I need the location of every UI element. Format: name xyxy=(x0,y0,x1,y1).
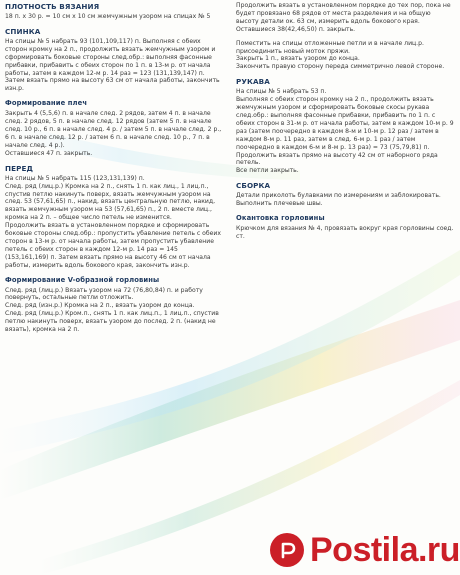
neckband-text: Крючком для вязания № 4, провязать вокруг края горловины соед. ст. xyxy=(236,225,454,240)
shoulders-text-2: Оставшиеся 47 п. закрыть. xyxy=(5,149,93,157)
sleeve-text-4: Все петли закрыть. xyxy=(236,167,299,175)
sleeve-section xyxy=(236,77,454,175)
front-section xyxy=(5,164,223,270)
left-column xyxy=(5,2,223,340)
back-text-2: Затем вязать прямо на высоту 63 см от начала работы, закончить изн.р. xyxy=(5,77,220,93)
watermark xyxy=(270,524,460,575)
cont-text-5: Закончить правую сторону переда симметрично левой стороне. xyxy=(236,63,445,71)
cont-text-3: Поместить на спицы отложенные петли и в начале лиц.р. присоединить новый моток пряжи. xyxy=(236,39,424,55)
vneck-section xyxy=(5,276,223,334)
back-title: СПИНКА xyxy=(5,26,41,36)
back-text: На спицы № 5 набрать 93 (101,109,117) п. Выполняя с обеих сторон кромку на 2 п., продолжить вязать жемчужным узором и сформировать боковые стороны след.обр.: выполняя фасонные прибавки, прибавить с обеих сторон по 1 п. в 13-м р. от начала работы, затем в каждом 12-м р. 14 раз = 123 (131,139,147) п. xyxy=(5,37,216,77)
assembly-text-2: Выполнить плечевые швы. xyxy=(236,200,323,208)
assembly-title: СБОРКА xyxy=(236,181,271,191)
gauge-title: ПЛОТНОСТЬ ВЯЗАНИЯ xyxy=(5,2,100,11)
sleeve-text-2: Выполняя с обеих сторон кромку на 2 п., продолжить вязать жемчужным узором и сформировать боковые скосы рукава след.обр.: выполняя фасонные прибавки, прибавить по 1 п. с обеих сторон в 31-м р. от начала работы, затем в каждом 10-м р. 9 раз (затем поочередно в каждом 8-м и 10-м р. 12 раз / затем в каждом 8-м р. 11 раз, затем в след. 6-м р. 1 раз / затем поочередно в каждом 6-м и 8-м р. 13 раз) = 73 (75,79,81) п. xyxy=(236,96,454,151)
front-text: На спицы № 5 набрать 115 (123,131,139) п. xyxy=(5,174,145,182)
vneck-title: Формирование V-образной горловины xyxy=(5,275,160,284)
assembly-section xyxy=(236,181,454,208)
front-text-2: След. ряд (лиц.р.) Кромка на 2 п., снять 1 п. как лиц., 1 лиц.п., спустив петлю накинуть поверх, вязать жемчужным узором на след. 53 (57,61,65) п., накид, вязать центральную петлю, накид, вязать жемчужным узором на 53 (57,61,65) п., 2 п. вместе лиц., кромка на 2 п. – общее число петель не изменится. xyxy=(5,182,216,222)
front-text-3: Продолжить вязать в установленном порядке и сформировать боковые стороны след.обр.: пропустить убавление петель с обеих сторон в 13-м р. от начала работы, затем пропустить убавление петель с обеих сторон в каждом 12-м р. 14 раз = 145 (153,161,169) п. Затем вязать прямо на высоту 46 см от начала работы, измерить вдоль бокового края, закончить изн.р. xyxy=(5,222,221,269)
sleeve-text-3: Продолжить вязать прямо на высоту 42 см от наборного ряда петель. xyxy=(236,151,438,167)
cont-text-4: Закрыть 1 п., вязать узором до конца. xyxy=(236,55,360,63)
cont-text-2: Оставшиеся 38(42,46,50) п. закрыть. xyxy=(236,25,356,33)
shoulders-section xyxy=(5,99,223,157)
gauge-text: 18 п. х 30 р. = 10 см х 10 см жемчужным узором на спицах № 5 xyxy=(5,13,211,20)
gauge-section xyxy=(5,2,223,21)
p-logo-icon xyxy=(270,533,304,567)
vneck-text-3: След. ряд (лиц.р.) Кром.п., снять 1 п. как лиц.п., 1 лиц.п., спустив петлю накинуть поверх, вязать узором до послед. 2 п. (накид не вязать), кромка на 2 п. xyxy=(5,310,219,334)
vneck-text: След. ряд (лиц.р.) Вязать узором на 72 (76,80,84) п. и работу повернуть, остальные петли отложить. xyxy=(5,286,203,302)
watermark-text: Postila.ru xyxy=(310,530,460,569)
shoulders-text: Закрыть 4 (5,5,6) п. в начале след. 2 рядов, затем 4 п. в начале след. 2 рядов, 5 п. в начале след. 12 рядов (затем 5 п. в начале след. 10 р., 6 п. в начале след. 4 р. / затем 5 п. в начале след. 2 р., 6 п. в начале след. 12 р. / затем 6 п. в начале след. 10 р., 7 п. в начале след. 4 р.). xyxy=(5,110,222,149)
continuation-section xyxy=(236,2,454,71)
neckband-section xyxy=(236,214,454,241)
shoulders-title: Формирование плеч xyxy=(5,99,88,108)
sleeve-title: РУКАВА xyxy=(236,77,270,87)
front-title: ПЕРЕД xyxy=(5,163,34,173)
vneck-text-2: След. ряд (изн.р.) Кромка на 2 п., вязать узором до конца. xyxy=(5,302,195,310)
neckband-title: Окантовка горловины xyxy=(236,214,325,223)
sleeve-text: На спицы № 5 набрать 53 п. xyxy=(236,88,327,96)
cont-text: Продолжить вязать в установленном порядке до тех пор, пока не будет провязано 68 рядов от места разделения и на общую высоту детали ок. 63 см, измерить вдоль бокового края. xyxy=(236,2,451,25)
right-column xyxy=(236,2,454,247)
assembly-text: Детали приколоть булавками по измерениям и заблокировать. xyxy=(236,192,441,200)
back-section xyxy=(5,27,223,93)
